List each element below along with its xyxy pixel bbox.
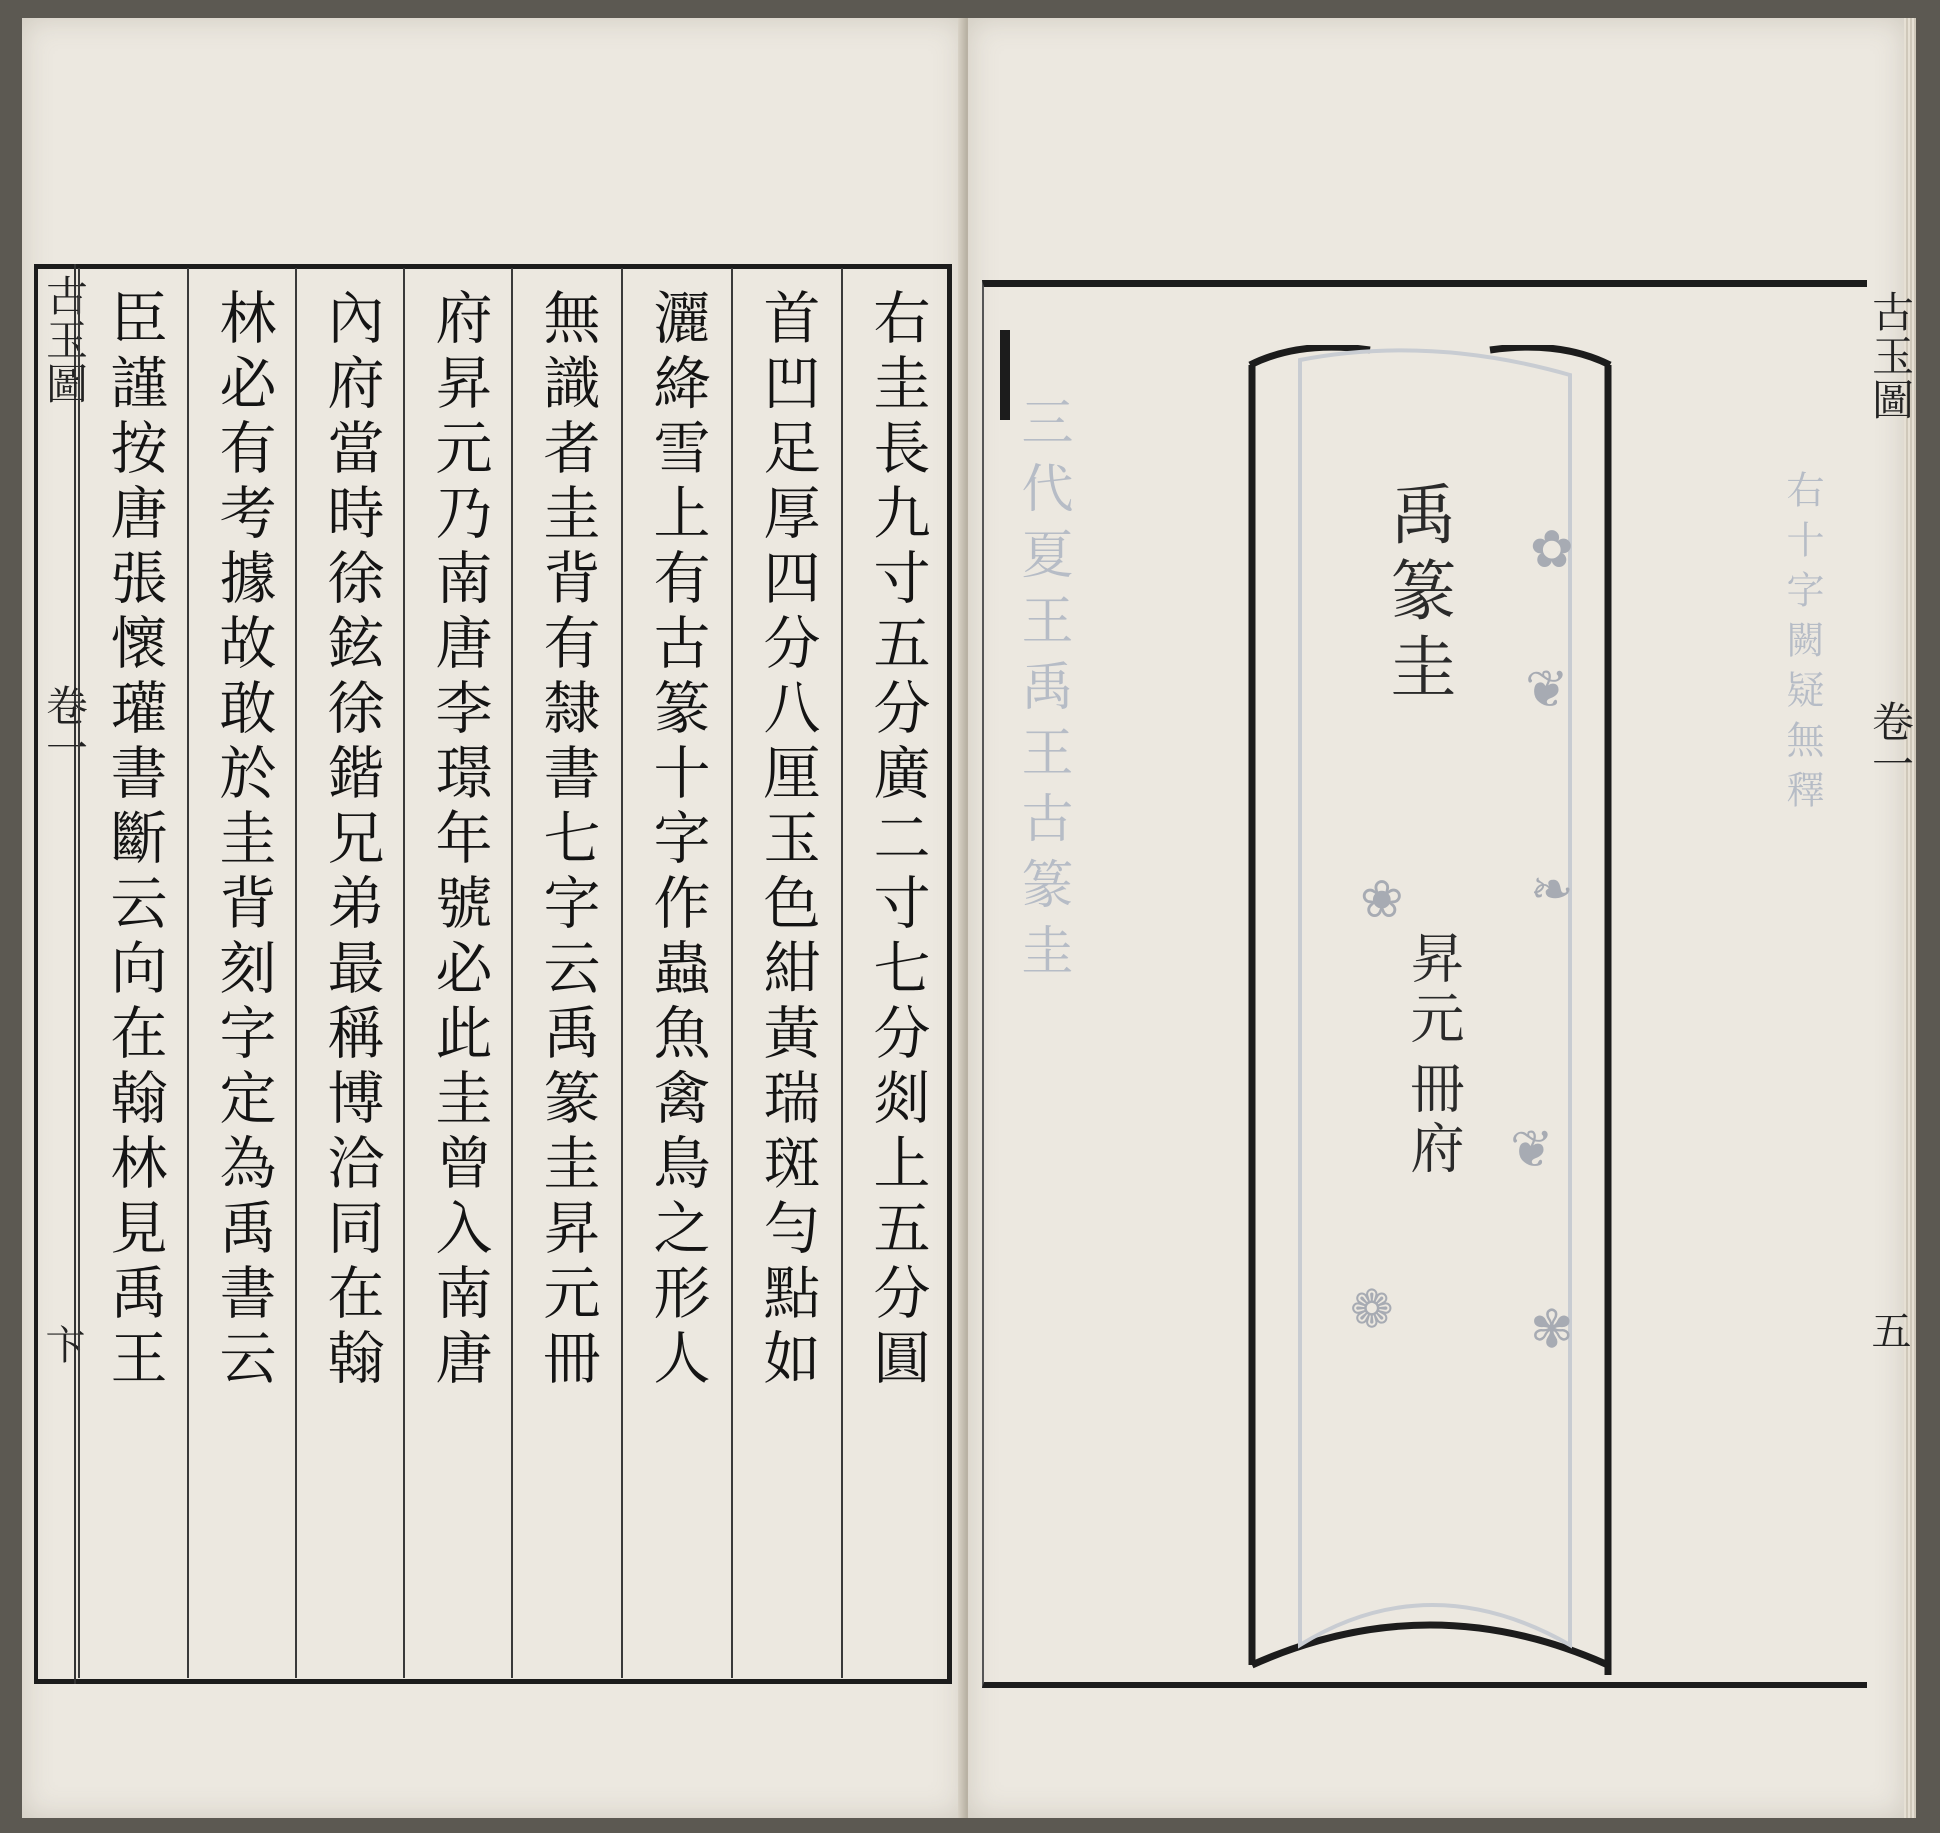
- column-text: 內府當時徐鉉徐鍇兄弟最稱博洽同在翰: [318, 288, 384, 1393]
- text-column: [187, 268, 295, 1678]
- column-text: 首凹足厚四分八厘玉色紺黃瑞斑勻點如: [754, 288, 820, 1393]
- text-column: [78, 268, 186, 1678]
- banxin-title: 古玉圖: [40, 274, 89, 406]
- ghost-side-text: 右十字闕疑無釋: [1780, 470, 1824, 820]
- right-banxin: [1860, 280, 1915, 1688]
- column-text: 灑絳雪上有古篆十字作蟲魚禽鳥之形人: [644, 288, 710, 1393]
- column-text: 林必有考據故敢於圭背刻字定為禹書云: [210, 288, 276, 1393]
- gui-inscription: 冊府: [1402, 1060, 1465, 1180]
- gui-inscription: 昇元: [1402, 930, 1465, 1050]
- column-text: 右圭長九寸五分廣二寸七分剡上五分圓: [864, 288, 930, 1393]
- text-column: [621, 268, 729, 1678]
- banxin-title: 古玉圖: [1866, 290, 1915, 422]
- text-column: [511, 268, 619, 1678]
- banxin-page-number: 五: [1865, 1310, 1911, 1350]
- seal-script-glyph: ✾: [1530, 1300, 1574, 1360]
- banxin-juan: 卷一: [1866, 700, 1915, 784]
- column-text: 臣謹按唐張懷瓘書斷云向在翰林見禹王: [101, 288, 167, 1393]
- banxin-page-number: 卞: [39, 1324, 85, 1364]
- column-text: 府昇元乃南唐李璟年號必此圭曾入南唐: [426, 288, 492, 1393]
- seal-script-glyph: ❦: [1525, 660, 1569, 720]
- seal-script-glyph: ❀: [1360, 870, 1404, 930]
- text-column: [841, 268, 949, 1678]
- text-column: [403, 268, 511, 1678]
- banxin-juan: 卷一: [40, 684, 89, 768]
- left-banxin: [34, 264, 89, 1684]
- seal-script-glyph: ❧: [1530, 860, 1574, 920]
- text-column: [295, 268, 403, 1678]
- text-column: [731, 268, 839, 1678]
- seal-script-glyph: ❦: [1510, 1120, 1554, 1180]
- ghost-title: 三代夏王禹王古篆圭: [1012, 395, 1072, 989]
- gui-title: 禹篆圭: [1379, 480, 1456, 708]
- column-text: 無識者圭背有隸書七字云禹篆圭昇元冊: [534, 288, 600, 1393]
- seal-script-glyph: ✿: [1530, 520, 1574, 580]
- seal-script-glyph: ❁: [1350, 1280, 1394, 1340]
